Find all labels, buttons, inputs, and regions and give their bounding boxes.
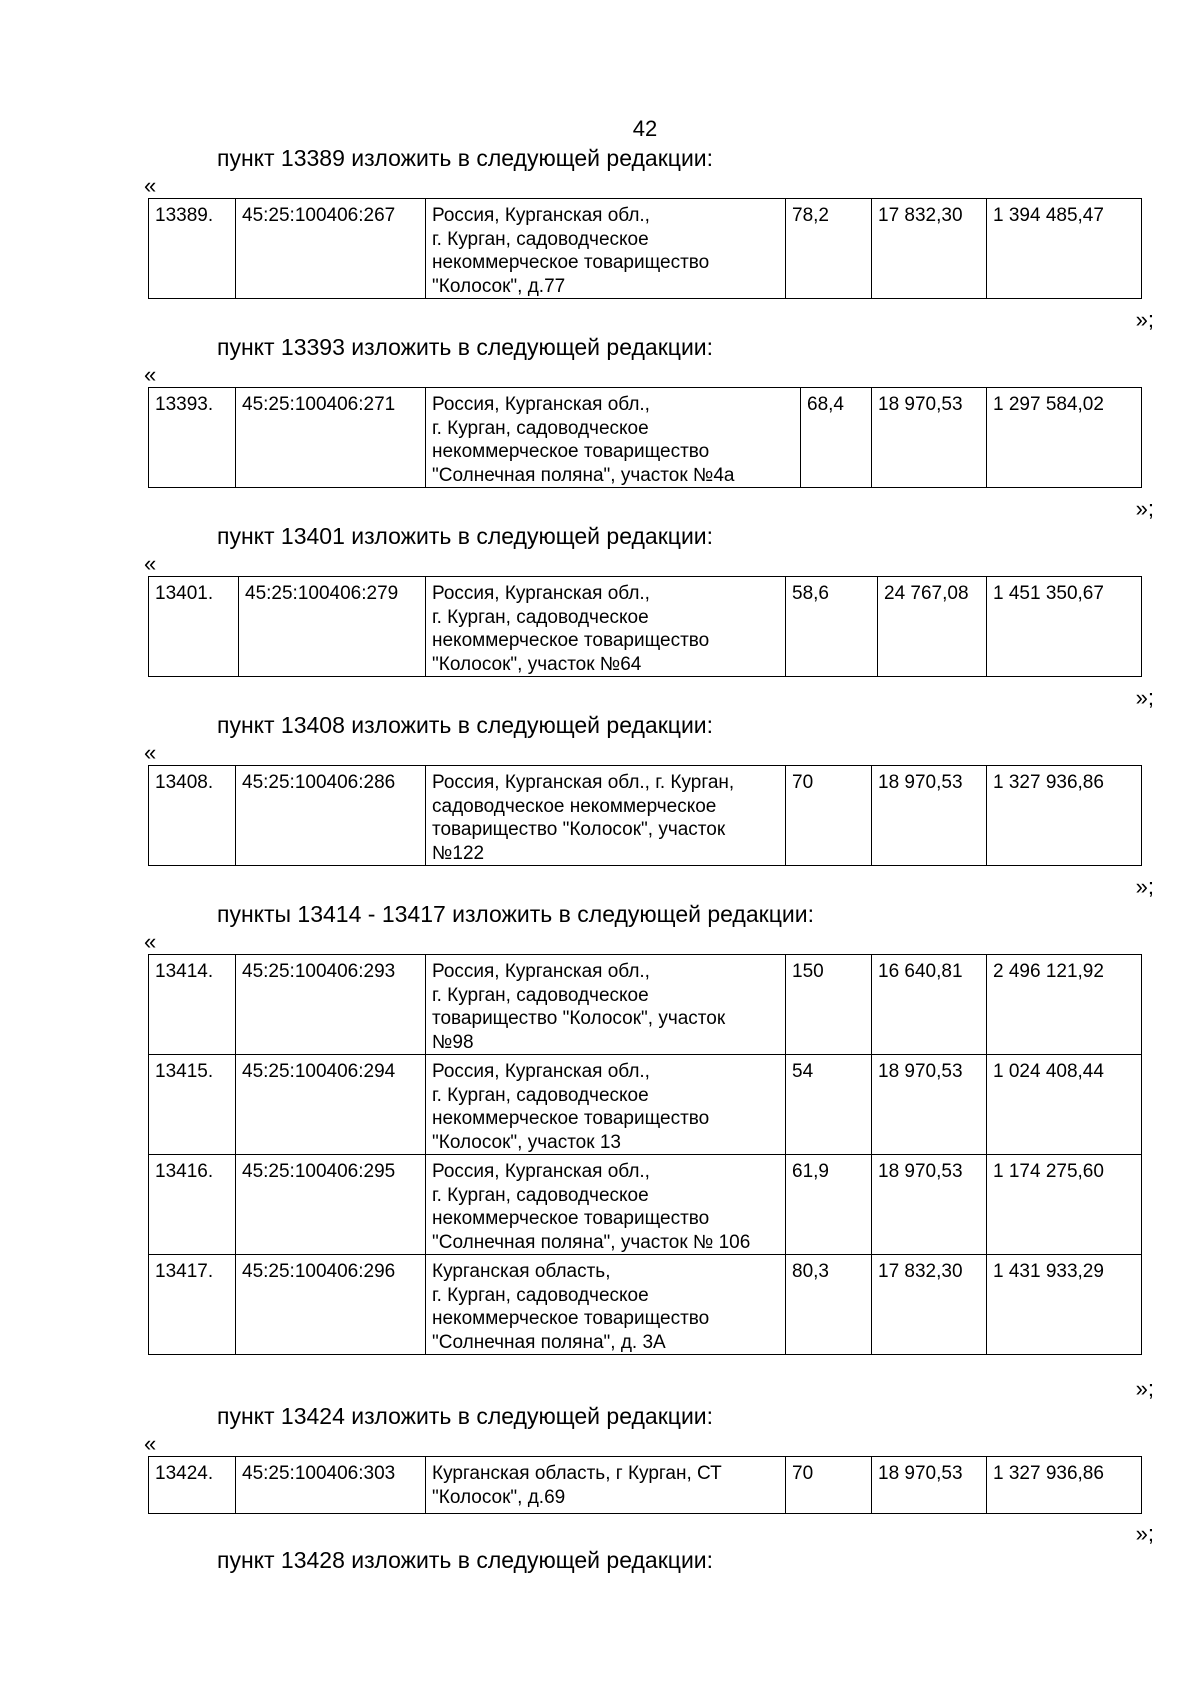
row-number: 13408. xyxy=(149,766,236,866)
opening-quote: « xyxy=(144,362,157,387)
cadastral-number: 45:25:100406:295 xyxy=(236,1155,426,1255)
area: 70 xyxy=(786,1457,872,1514)
amendment-heading: пункт 13408 изложить в следующей редакции: xyxy=(217,712,714,738)
cadastral-value: 1 327 936,86 xyxy=(987,766,1142,866)
amendment-heading-13428: пункт 13428 изложить в следующей редакции: xyxy=(217,1547,714,1573)
closing-quote: »; xyxy=(1135,874,1154,899)
row-number: 13389. xyxy=(149,199,236,299)
amendment-table xyxy=(148,765,1142,866)
opening-quote: « xyxy=(144,929,157,954)
row-number: 13416. xyxy=(149,1155,236,1255)
unit-price: 16 640,81 xyxy=(872,955,987,1055)
cadastral-number: 45:25:100406:267 xyxy=(236,199,426,299)
cadastral-number: 45:25:100406:296 xyxy=(236,1255,426,1355)
row-number: 13401. xyxy=(149,577,239,677)
row-number: 13393. xyxy=(149,388,236,488)
row-number: 13414. xyxy=(149,955,236,1055)
address: Курганская область, г Курган, СТ "Колосок", д.69 xyxy=(426,1457,786,1514)
cadastral-number: 45:25:100406:271 xyxy=(236,388,426,488)
cadastral-value: 1 297 584,02 xyxy=(987,388,1142,488)
area: 61,9 xyxy=(786,1155,872,1255)
table-row xyxy=(149,199,1142,299)
closing-quote: »; xyxy=(1135,496,1154,521)
unit-price: 18 970,53 xyxy=(872,1055,987,1155)
cadastral-value: 1 431 933,29 xyxy=(987,1255,1142,1355)
table-row xyxy=(149,1055,1142,1155)
amendment-table xyxy=(148,198,1142,299)
unit-price: 18 970,53 xyxy=(872,1457,987,1514)
closing-quote: »; xyxy=(1135,307,1154,332)
table-row xyxy=(149,388,1142,488)
address: Россия, Курганская обл., г. Курган, садоводческое некоммерческое товарищество "Колосок", участок №122 xyxy=(426,766,786,866)
area: 150 xyxy=(786,955,872,1055)
cadastral-value: 1 024 408,44 xyxy=(987,1055,1142,1155)
area: 80,3 xyxy=(786,1255,872,1355)
amendment-heading: пункты 13414 - 13417 изложить в следующей редакции: xyxy=(217,901,814,927)
page-number: 42 xyxy=(632,116,658,141)
cadastral-number: 45:25:100406:293 xyxy=(236,955,426,1055)
opening-quote: « xyxy=(144,740,157,765)
cadastral-number: 45:25:100406:303 xyxy=(236,1457,426,1514)
cadastral-value: 2 496 121,92 xyxy=(987,955,1142,1055)
table-row xyxy=(149,766,1142,866)
amendment-heading: пункт 13424 изложить в следующей редакции: xyxy=(217,1403,714,1429)
opening-quote: « xyxy=(144,551,157,576)
closing-quote: »; xyxy=(1135,1521,1154,1546)
table-row xyxy=(149,1457,1142,1514)
area: 78,2 xyxy=(786,199,872,299)
cadastral-value: 1 394 485,47 xyxy=(987,199,1142,299)
area: 58,6 xyxy=(786,577,878,677)
amendment-table xyxy=(148,387,1142,488)
cadastral-number: 45:25:100406:279 xyxy=(239,577,426,677)
closing-quote: »; xyxy=(1135,685,1154,710)
unit-price: 18 970,53 xyxy=(872,766,987,866)
address: Россия, Курганская обл., г. Курган, садоводческое товарищество "Колосок", участок №98 xyxy=(426,955,786,1055)
area: 54 xyxy=(786,1055,872,1155)
cadastral-number: 45:25:100406:286 xyxy=(236,766,426,866)
unit-price: 18 970,53 xyxy=(872,388,987,488)
amendment-heading: пункт 13401 изложить в следующей редакции: xyxy=(217,523,714,549)
address: Россия, Курганская обл., г. Курган, садоводческое некоммерческое товарищество "Колосок", д.77 xyxy=(426,199,786,299)
unit-price: 24 767,08 xyxy=(878,577,987,677)
address: Россия, Курганская обл., г. Курган, садоводческое некоммерческое товарищество "Колосок", участок 13 xyxy=(426,1055,786,1155)
amendment-table xyxy=(148,954,1142,1355)
amendment-heading: пункт 13393 изложить в следующей редакции: xyxy=(217,334,714,360)
row-number: 13417. xyxy=(149,1255,236,1355)
table-row xyxy=(149,1255,1142,1355)
area: 70 xyxy=(786,766,872,866)
area: 68,4 xyxy=(801,388,872,488)
unit-price: 18 970,53 xyxy=(872,1155,987,1255)
table-row xyxy=(149,577,1142,677)
unit-price: 17 832,30 xyxy=(872,1255,987,1355)
cadastral-value: 1 451 350,67 xyxy=(987,577,1142,677)
unit-price: 17 832,30 xyxy=(872,199,987,299)
opening-quote: « xyxy=(144,173,157,198)
address: Курганская область, г. Курган, садоводческое некоммерческое товарищество "Солнечная поляна", д. 3А xyxy=(426,1255,786,1355)
address: Россия, Курганская обл., г. Курган, садоводческое некоммерческое товарищество "Солнечная поляна", участок №4а xyxy=(426,388,801,488)
cadastral-value: 1 327 936,86 xyxy=(987,1457,1142,1514)
amendment-table xyxy=(148,576,1142,677)
cadastral-value: 1 174 275,60 xyxy=(987,1155,1142,1255)
table-row xyxy=(149,955,1142,1055)
cadastral-number: 45:25:100406:294 xyxy=(236,1055,426,1155)
table-row xyxy=(149,1155,1142,1255)
closing-quote: »; xyxy=(1135,1376,1154,1401)
address: Россия, Курганская обл., г. Курган, садоводческое некоммерческое товарищество "Колосок", участок №64 xyxy=(426,577,786,677)
row-number: 13424. xyxy=(149,1457,236,1514)
row-number: 13415. xyxy=(149,1055,236,1155)
opening-quote: « xyxy=(144,1431,157,1456)
amendment-heading: пункт 13389 изложить в следующей редакции: xyxy=(217,145,714,171)
amendment-table xyxy=(148,1456,1142,1514)
address: Россия, Курганская обл., г. Курган, садоводческое некоммерческое товарищество "Солнечная поляна", участок № 106 xyxy=(426,1155,786,1255)
